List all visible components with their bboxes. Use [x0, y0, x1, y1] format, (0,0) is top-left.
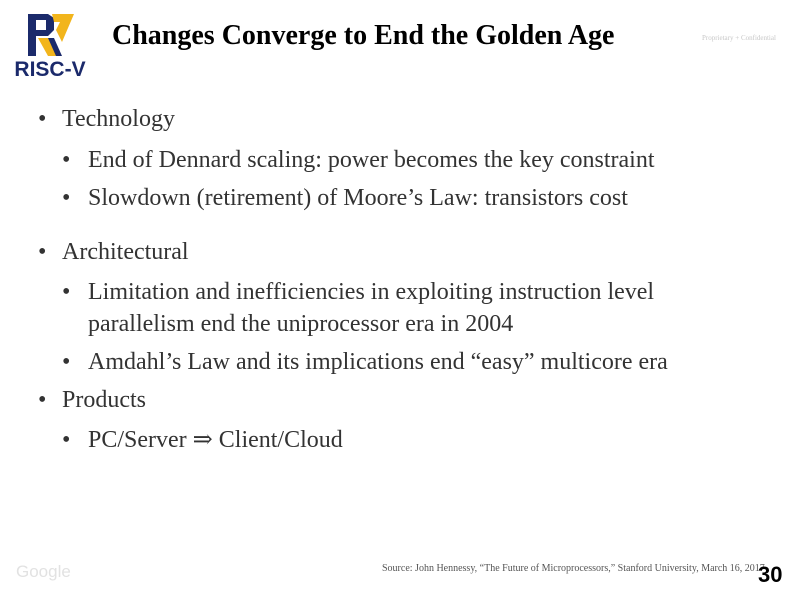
source-citation: Source: John Hennessy, “The Future of Microprocessors,” Stanford University, March 16, 2017	[382, 563, 765, 574]
bullet-glyph: •	[38, 387, 47, 413]
logo-text: RISC-V	[14, 58, 86, 81]
bullet-text: parallelism end the uniprocessor era in 2004	[88, 311, 514, 337]
bullet-text: Architectural	[62, 239, 189, 265]
slide-title: Changes Converge to End the Golden Age	[112, 20, 615, 51]
risc-v-logo	[10, 14, 90, 82]
bullet-glyph: •	[62, 349, 71, 375]
bullet-glyph: •	[38, 239, 47, 265]
bullet-glyph: •	[62, 279, 71, 305]
bullet-text: End of Dennard scaling: power becomes the key constraint	[88, 147, 655, 173]
page-number: 30	[758, 562, 783, 587]
bullet-glyph: •	[62, 185, 71, 211]
bullet-glyph: •	[62, 147, 71, 173]
google-watermark: Google	[16, 562, 71, 581]
bullet-text: Products	[62, 387, 146, 413]
risc-v-logo-mark-icon	[28, 14, 74, 56]
bullet-text: Amdahl’s Law and its implications end “easy” multicore era	[88, 349, 668, 375]
bullet-text: Slowdown (retirement) of Moore’s Law: transistors cost	[88, 185, 628, 211]
bullet-text: PC/Server ⇒ Client/Cloud	[88, 427, 343, 453]
confidential-label: Proprietary + Confidential	[702, 34, 776, 42]
bullet-text: Limitation and inefficiencies in exploiting instruction level	[88, 279, 655, 305]
bullet-glyph: •	[62, 427, 71, 453]
bullet-text: Technology	[62, 106, 175, 132]
bullet-glyph: •	[38, 106, 47, 132]
